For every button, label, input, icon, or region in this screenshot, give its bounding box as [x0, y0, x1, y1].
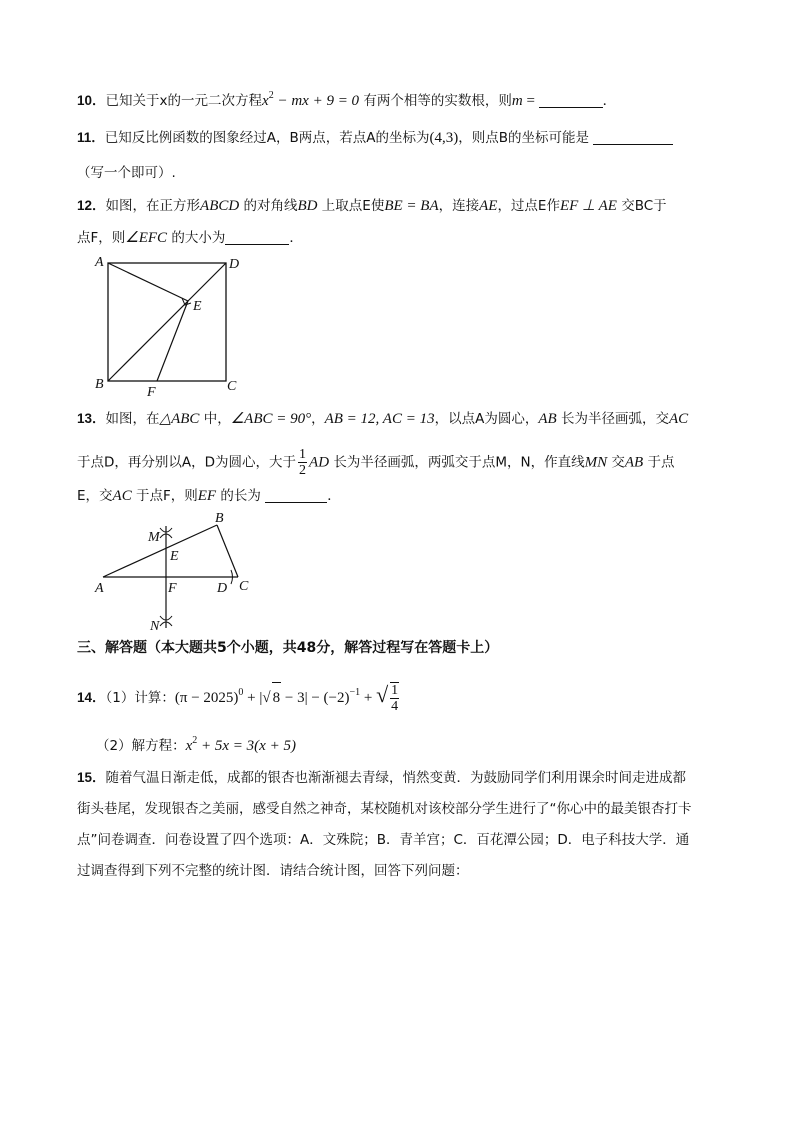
- question-text: 于点D，再分别以A，D为圆心，大于: [77, 454, 297, 471]
- label-d: D: [217, 581, 228, 596]
- segment-ae-line: [108, 263, 188, 301]
- question-text: 交BC于: [616, 198, 667, 214]
- label-b: B: [95, 377, 104, 392]
- segment-ef: EF: [197, 488, 217, 504]
- label-f: F: [168, 581, 177, 596]
- triangle-abc: △ABC: [159, 411, 200, 427]
- question-number: 10．: [77, 93, 106, 108]
- question-15-line4: 过调查得到下列不完整的统计图．请结合统计图，回答下列问题：: [77, 863, 469, 879]
- segment-ef-line: [157, 301, 188, 381]
- question-text: ，过点E作: [497, 198, 560, 214]
- part-label: （1）计算：: [105, 690, 175, 706]
- segment-ae: AE: [479, 198, 498, 214]
- question-text: 如图，在: [105, 411, 160, 427]
- question-text: 于点: [643, 454, 675, 471]
- question-text: 的对角线: [239, 198, 298, 214]
- end-punct: ．: [602, 93, 617, 109]
- question-number: 12．: [77, 198, 106, 213]
- diagonal-bd-line: [108, 263, 226, 381]
- question-15-line1: [77, 768, 686, 788]
- equals-sign: =: [522, 93, 539, 109]
- question-text: ，: [311, 411, 325, 427]
- segment-ab-line: [103, 525, 217, 577]
- question-number: 13．: [77, 411, 106, 426]
- equation-x: x: [185, 738, 193, 754]
- angle-efc: ∠EFC: [125, 230, 168, 246]
- label-c: C: [239, 579, 249, 594]
- point-a-coordinate: (4,3): [429, 130, 459, 146]
- equation-rest: − mx + 9 = 0: [273, 93, 360, 109]
- label-e: E: [193, 299, 202, 314]
- label-n: N: [150, 619, 160, 634]
- question-text: 的大小为: [167, 230, 226, 246]
- answer-blank[interactable]: [265, 488, 327, 503]
- question-text: 交: [607, 454, 625, 471]
- variable-m: m: [511, 93, 523, 109]
- question-text: E，交: [77, 488, 113, 504]
- section-3-heading: 三、解答题（本大题共5个小题，共48分，解答过程写在答题卡上）: [77, 640, 499, 656]
- fraction-denominator: 4: [391, 699, 399, 714]
- square-figure: [90, 250, 250, 400]
- end-punct: ．: [289, 230, 303, 246]
- question-13-line1: [77, 409, 688, 429]
- square-name: ABCD: [200, 198, 240, 214]
- question-text: 有两个相等的实数根，则: [359, 93, 512, 109]
- question-14-part1: [77, 678, 401, 714]
- question-text: 的长为: [216, 488, 261, 504]
- question-number: 11．: [77, 130, 105, 145]
- segment-ab: AB: [624, 454, 644, 471]
- label-m: M: [148, 530, 160, 545]
- question-text: ，以点A为圆心，: [434, 411, 539, 427]
- sqrt-sign: √: [376, 682, 389, 707]
- line-mn: MN: [584, 454, 608, 471]
- condition-perpendicular: EF ⊥ AE: [559, 198, 617, 214]
- fraction-numerator: 1: [391, 683, 399, 698]
- question-text: 随着气温日渐走低，成都的银杏也渐渐褪去青绿，悄然变黄．为鼓励同学们利用课余时间走进成都: [105, 770, 687, 786]
- question-13-line2: [77, 447, 675, 478]
- label-a: A: [95, 255, 104, 270]
- expr-abs-open: + |: [243, 690, 263, 706]
- end-punct: ．: [327, 488, 341, 504]
- equation-x: x: [262, 93, 269, 109]
- label-b: B: [215, 511, 224, 526]
- question-text: 点F，则: [77, 230, 126, 246]
- question-text: 长为半径画弧，两弧交于点M，N，作直线: [329, 454, 585, 471]
- sqrt-sign: √: [262, 690, 271, 706]
- question-15-line3: 点”问卷调查．问卷设置了四个选项：A．文殊院；B．青羊宫；C．百花潭公园；D．电子科技大学．通: [77, 832, 690, 848]
- equation-exponent: 2: [268, 90, 274, 101]
- condition-be-ba: BE = BA: [384, 198, 439, 214]
- angle-condition: ∠ABC = 90°: [230, 411, 312, 427]
- diagonal-bd: BD: [297, 198, 318, 214]
- label-e: E: [170, 549, 179, 564]
- question-14-part2: [96, 731, 296, 756]
- answer-blank[interactable]: [225, 230, 289, 245]
- label-c: C: [227, 379, 237, 394]
- triangle-figure: [90, 508, 260, 638]
- label-d: D: [229, 257, 240, 272]
- length-condition: AB = 12, AC = 13: [324, 411, 435, 427]
- question-11-note: （写一个即可）.: [77, 165, 176, 181]
- equation-rest: + 5x = 3(x + 5): [197, 738, 296, 754]
- exponent-zero: 0: [238, 687, 244, 698]
- plus-sign: +: [360, 690, 377, 706]
- segment-ac: AC: [112, 488, 132, 504]
- part-label: （2）解方程：: [96, 738, 186, 754]
- answer-blank[interactable]: [539, 93, 603, 108]
- question-text: 如图，在正方形: [105, 198, 201, 214]
- segment-bc-line: [217, 525, 238, 577]
- question-text: ，连接: [438, 198, 480, 214]
- radicand: 8: [272, 682, 282, 713]
- question-15-line2: 街头巷尾，发现银杏之美丽，感受自然之神奇，某校随机对该校部分学生进行了“你心中的最美银杏打卡: [77, 801, 692, 817]
- question-number: 14．: [77, 690, 106, 705]
- segment-ab: AB: [538, 411, 557, 427]
- question-13-line3: [77, 486, 341, 506]
- equation-exponent: 2: [192, 735, 198, 746]
- exponent-neg-one: −1: [349, 687, 361, 698]
- answer-blank[interactable]: [593, 130, 673, 145]
- label-f: F: [147, 385, 156, 400]
- fraction-numerator: 1: [299, 447, 307, 462]
- fraction-one-quarter: [390, 682, 399, 714]
- expr-term3: − 3| − (−2): [281, 690, 350, 706]
- fraction-one-half: [298, 447, 307, 478]
- question-text: 长为半径画弧，交: [556, 411, 669, 427]
- question-text: 上取点E使: [317, 198, 385, 214]
- question-12-line2: [77, 228, 303, 248]
- question-11: [77, 128, 673, 148]
- question-text: 已知反比例函数的图象经过A，B两点，若点A的坐标为: [104, 130, 430, 146]
- question-10: [77, 86, 616, 111]
- question-text: 已知关于x的一元二次方程: [105, 93, 263, 109]
- segment-ad: AD: [309, 454, 330, 471]
- question-text: ，则点B的坐标可能是: [458, 130, 590, 146]
- question-text: 中，: [199, 411, 231, 427]
- label-a: A: [95, 581, 104, 596]
- expr-term1: (π − 2025): [174, 690, 239, 706]
- fraction-denominator: 2: [299, 463, 307, 478]
- question-number: 15．: [77, 770, 106, 785]
- question-text: 于点F，则: [131, 488, 198, 504]
- question-12-line1: [77, 196, 667, 216]
- segment-ac: AC: [668, 411, 689, 427]
